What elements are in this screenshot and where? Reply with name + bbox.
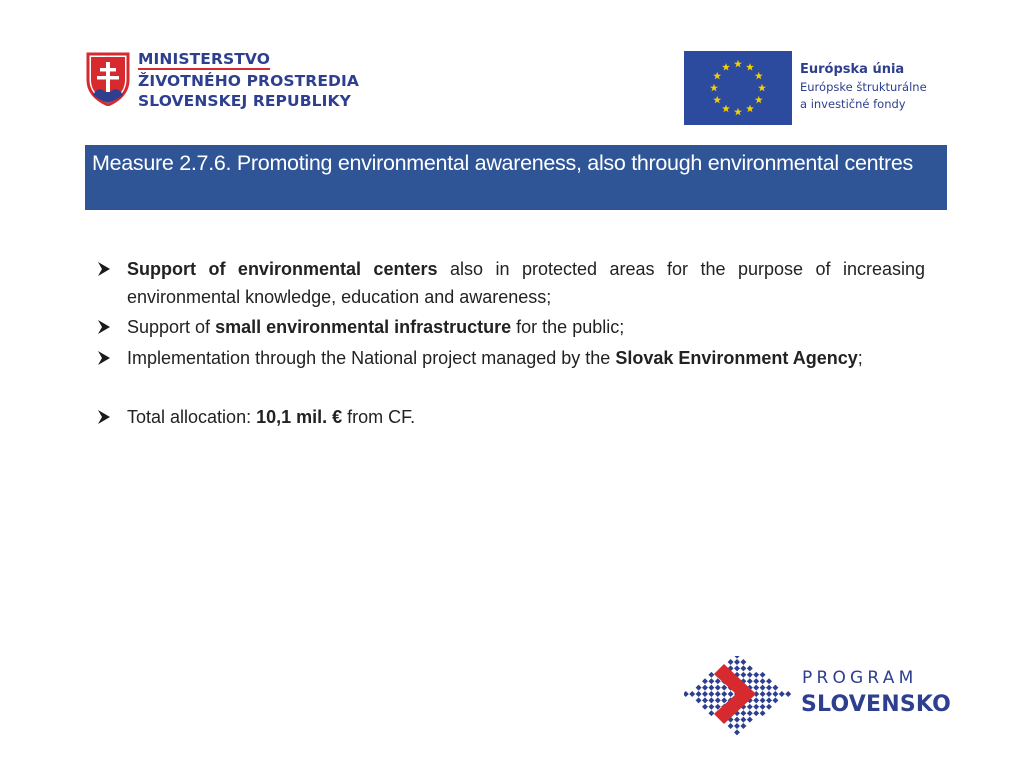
arrow-bullet-icon: [96, 319, 112, 335]
logo-dot: [747, 704, 753, 710]
logo-dot: [684, 691, 689, 697]
eu-star-icon: [710, 84, 718, 92]
bullet-text: Implementation through the National project managed by the: [127, 347, 616, 368]
logo-dot: [696, 691, 702, 697]
program-slovensko-logo: [684, 656, 952, 736]
logo-dot: [760, 710, 766, 716]
logo-dot: [702, 691, 708, 697]
slide-title: Measure 2.7.6. Promoting environmental awareness, also through environmental centres: [92, 151, 913, 175]
eu-star-icon: [758, 84, 766, 92]
bullet-text: for the public;: [511, 317, 625, 337]
logo-dot: [740, 717, 746, 723]
logo-dot: [753, 685, 759, 691]
logo-dot: [760, 704, 766, 710]
arrow-bullet-icon: [96, 409, 112, 425]
bullet-bold-text: Support of environmental centers: [127, 259, 438, 279]
logo-dot: [689, 691, 695, 697]
logo-dot: [766, 697, 772, 703]
bullet-text: ;: [857, 347, 863, 368]
logo-dot: [734, 729, 740, 735]
arrow-bullet-icon: [96, 261, 112, 277]
logo-dot: [753, 678, 759, 684]
logo-dot: [696, 697, 702, 703]
ministry-name-line1: MINISTERSTVO: [138, 50, 271, 68]
bullet-bold-text: Slovak Environment Agency: [615, 347, 858, 368]
eu-title: Európska únia: [800, 62, 905, 77]
logo-dot: [702, 685, 708, 691]
bullet-list: [96, 256, 925, 435]
eu-star-icon: [722, 105, 730, 113]
logo-dot: [740, 723, 746, 729]
logo-dot: [766, 691, 772, 697]
logo-dot: [721, 697, 727, 703]
logo-dot: [772, 691, 778, 697]
eu-star-icon: [755, 96, 763, 104]
logo-dot: [715, 697, 721, 703]
ministry-name-line3: SLOVENSKEJ REPUBLIKY: [138, 92, 351, 110]
logo-dot: [753, 704, 759, 710]
logo-dot: [734, 723, 740, 729]
ministry-name-line2: ŽIVOTNÉHO PROSTREDIA: [138, 72, 359, 90]
logo-dot: [728, 659, 734, 665]
logo-dot: [760, 678, 766, 684]
eu-star-icon: [746, 63, 754, 71]
logo-dot: [734, 665, 740, 671]
bullet-item-allocation: [96, 404, 925, 432]
logo-dot: [772, 697, 778, 703]
logo-dot: [753, 672, 759, 678]
bullet-text: Support of: [127, 317, 216, 337]
logo-dot: [747, 710, 753, 716]
bullet-bold-text: small environmental infrastructure: [215, 317, 512, 337]
program-logo-line1: PROGRAM: [802, 668, 918, 688]
logo-dot: [708, 685, 714, 691]
logo-dot: [721, 691, 727, 697]
eu-subtitle-line1: Európske štrukturálne: [800, 80, 927, 94]
logo-dot: [753, 697, 759, 703]
logo-dot: [702, 704, 708, 710]
logo-dot: [740, 659, 746, 665]
logo-dot: [747, 672, 753, 678]
eu-star-icon: [713, 72, 721, 80]
logo-dot: [715, 685, 721, 691]
program-logo-line2: SLOVENSKO: [801, 692, 952, 717]
logo-dot: [740, 665, 746, 671]
bullet-item: [96, 314, 925, 342]
eu-star-icon: [755, 72, 763, 80]
bullet-text: from CF.: [342, 407, 416, 427]
logo-dot: [708, 691, 714, 697]
logo-dot: [747, 678, 753, 684]
logo-dot: [753, 710, 759, 716]
logo-dot: [766, 685, 772, 691]
eu-star-icon: [722, 63, 730, 71]
logo-dot: [766, 704, 772, 710]
allocation-amount: 10,1 mil. €: [256, 407, 343, 427]
logo-dot: [747, 665, 753, 671]
bullet-item: [96, 256, 925, 311]
logo-dot: [702, 678, 708, 684]
slovak-coat-of-arms-icon: [86, 52, 130, 106]
eu-subtitle-line2: a investičné fondy: [800, 97, 906, 111]
eu-star-icon: [734, 108, 742, 116]
logo-dot: [779, 691, 785, 697]
eu-star-icon: [746, 105, 754, 113]
logo-dot: [702, 697, 708, 703]
bullet-text: also in protected areas for the purpose of increasing environmental knowledge, education and awareness;: [127, 259, 926, 307]
logo-dot: [734, 656, 740, 659]
ministry-logo: [86, 50, 366, 112]
eu-star-icon: [713, 96, 721, 104]
logo-dot: [708, 697, 714, 703]
logo-dot: [721, 685, 727, 691]
arrow-bullet-icon: [96, 350, 112, 366]
eu-logo: [684, 51, 944, 125]
logo-dot: [734, 659, 740, 665]
logo-dot: [715, 691, 721, 697]
program-slovensko-mark-icon: [684, 656, 794, 736]
eu-star-icon: [734, 60, 742, 68]
logo-dot: [708, 710, 714, 716]
bullet-item: [96, 345, 925, 373]
logo-dot: [760, 697, 766, 703]
logo-dot: [772, 685, 778, 691]
logo-dot: [760, 672, 766, 678]
logo-dot: [760, 691, 766, 697]
logo-dot: [760, 685, 766, 691]
logo-dot: [708, 678, 714, 684]
logo-dot: [740, 710, 746, 716]
logo-dot: [696, 685, 702, 691]
logo-dot: [728, 723, 734, 729]
logo-dot: [740, 672, 746, 678]
logo-dot: [747, 717, 753, 723]
logo-dot: [728, 691, 734, 697]
eu-flag-icon: [684, 51, 792, 125]
logo-dot: [766, 678, 772, 684]
logo-dot: [708, 672, 714, 678]
logo-dot: [708, 704, 714, 710]
logo-dot: [785, 691, 791, 697]
slide-title-band: [85, 145, 947, 210]
logo-dot: [734, 717, 740, 723]
bullet-text: Total allocation:: [127, 407, 257, 427]
